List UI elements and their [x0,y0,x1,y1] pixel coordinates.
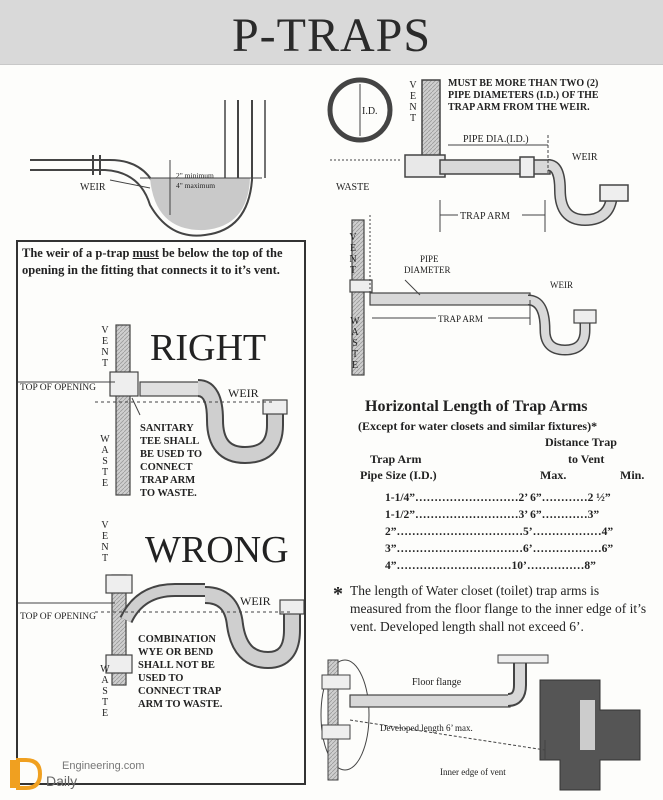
note-line-3: TRAP ARM FROM THE WEIR. [448,102,590,113]
weir-note: The weir of a p-trap must be below the top of the opening in the fitting that connects it to it’s vent. [22,246,283,277]
inner-edge-label: Inner edge of vent [440,767,506,777]
wrong-top-of-opening: TOP OF OPENING [20,612,97,622]
wrong-vent-label: V E N T [101,520,109,564]
table-row: 1-1/2”………………………3’ 6”…………3” [385,509,600,521]
middle-vent-label: V E N T [349,232,357,276]
col-head-distance-1: Distance Trap [545,435,617,449]
table-row: 2”……………………………5’………………4” [385,526,614,538]
pipe-dia-label: PIPE DIA.(I.D.) [463,134,529,145]
right-heading: RIGHT [150,327,267,369]
pipe-diameter-label-1: PIPE [420,254,439,264]
logo-brand-daily: Daily [46,773,78,789]
col-head-distance-2: to Vent [568,452,605,466]
top-right-trap-diagram [330,78,628,232]
note-line-2: PIPE DIAMETERS (I.D.) OF THE [448,90,599,101]
col-head-max: Max. [540,468,567,482]
top-left-trap-diagram [30,100,265,236]
table-row: 3”……………………………6’………………6” [385,543,614,555]
table-title: Horizontal Length of Trap Arms [365,398,588,415]
wrong-note: COMBINATION WYE OR BEND SHALL NOT BE USED TO CONNECT TRAP ARM TO WASTE. [138,634,223,710]
right-weir-label: WEIR [228,386,259,400]
right-vent-label: V E N T [101,325,109,369]
logo-brand-engineering: Engineering.com [62,760,145,772]
col-head-min: Min. [620,468,645,482]
wrong-waste-label: W A S T E [100,664,110,719]
col-head-trap-arm: Trap Arm [370,452,422,466]
id-label: I.D. [362,106,378,117]
wrong-heading: WRONG [145,529,289,571]
pipe-diameter-label-2: DIAMETER [404,265,451,275]
page-title: P-TRAPS [231,9,432,62]
right-top-of-opening: TOP OF OPENING [20,383,97,393]
middle-trap-arm-label: TRAP ARM [438,314,483,324]
top-right-vent-label: V E N T [409,80,417,124]
footnote-text: The length of Water closet (toilet) trap arms is measured from the floor flange to the inner edge of it’s vent. Developed length shall not exceed 6’. [350,583,647,634]
right-waste-label: W A S T E [100,434,110,489]
logo-icon [8,756,44,792]
middle-waste-label: W A S T E [350,316,360,371]
top-right-trap-arm-label: TRAP ARM [460,211,510,222]
top-left-weir-label: WEIR [80,182,106,193]
floor-flange-label: Floor flange [412,677,462,688]
note-line-1: MUST BE MORE THAN TWO (2) [448,78,599,89]
dim-maximum: 4" maximum [176,181,216,190]
table-row: 4”…………………………10’……………8” [385,560,596,572]
middle-right-trap-diagram [350,215,596,375]
dim-minimum: 2" minimum [176,171,214,180]
right-note: SANITARY TEE SHALL BE USED TO CONNECT TRAP ARM TO WASTE. [140,423,203,499]
footnote-star: * [333,583,343,605]
wrong-weir-label: WEIR [240,594,271,608]
table-row: 1-1/4”………………………2’ 6”…………2 ½” [385,492,611,504]
logo [8,756,145,797]
middle-weir-label: WEIR [550,280,573,290]
top-right-waste-label: WASTE [336,182,370,193]
toilet-diagram [321,655,640,790]
table-subtitle: (Except for water closets and similar fixtures)* [358,419,598,433]
top-right-weir-label: WEIR [572,152,598,163]
col-head-pipe-size: Pipe Size (I.D.) [360,468,437,482]
developed-length-label: Developed length 6’ max. [380,723,473,733]
